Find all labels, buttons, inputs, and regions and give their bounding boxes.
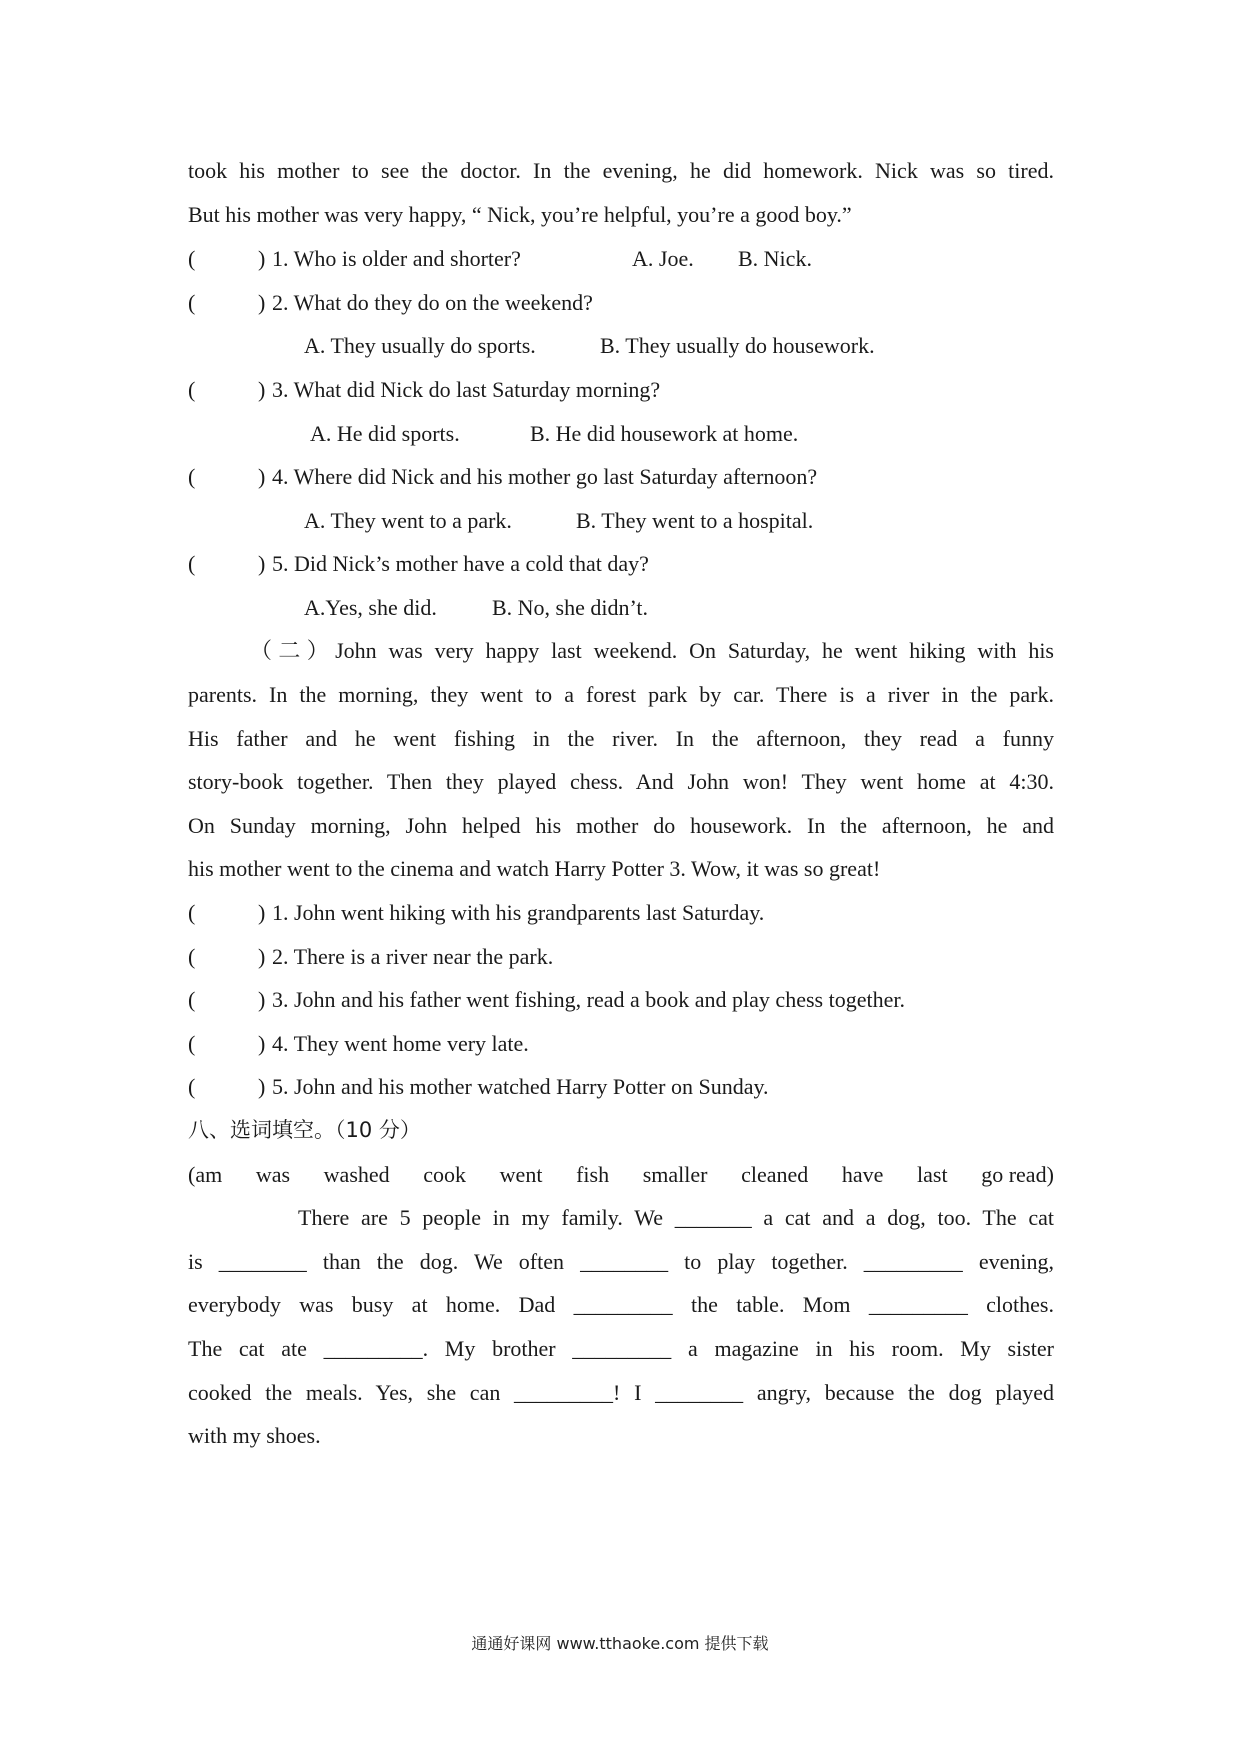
answer-paren-open: ( — [188, 944, 196, 969]
word-bank — [188, 1160, 1054, 1190]
cloze-line-2: is ________ than the dog. We often ________ to play together. _________ evening, — [188, 1249, 1054, 1274]
answer-paren-close: ) — [258, 900, 266, 925]
option-a: A. He did sports. — [310, 421, 460, 446]
word-bank-item: (am — [188, 1162, 223, 1187]
question-text: 5. Did Nick’s mother have a cold that day? — [272, 551, 649, 576]
passage2-line-2: parents. In the morning, they went to a forest park by car. There is a river in the park. — [188, 682, 1054, 707]
passage2-line-5: On Sunday morning, John helped his mother do housework. In the afternoon, he and — [188, 813, 1054, 838]
word-bank-item: go read) — [981, 1162, 1054, 1187]
answer-paren-close: ) — [258, 246, 266, 271]
cloze-line-4: The cat ate _________. My brother _________ a magazine in his room. My sister — [188, 1336, 1054, 1361]
question-text: 5. John and his mother watched Harry Potter on Sunday. — [272, 1074, 769, 1099]
passage1-line-1: took his mother to see the doctor. In the evening, he did homework. Nick was so tired. — [188, 158, 1054, 183]
word-bank-item: washed — [323, 1162, 390, 1187]
passage1-line-2: But his mother was very happy, “ Nick, you’re helpful, you’re a good boy.” — [188, 202, 852, 227]
option-b: B. No, she didn’t. — [492, 595, 649, 620]
answer-paren-open: ( — [188, 290, 196, 315]
answer-paren-open: ( — [188, 1031, 196, 1056]
option-a: A. Joe. — [632, 246, 694, 271]
cloze-line-1: There are 5 people in my family. We _______ a cat and a dog, too. The cat — [298, 1205, 1054, 1230]
answer-paren-close: ) — [258, 551, 266, 576]
footer-source-note: 通通好课网 www.tthaoke.com 提供下载 — [471, 1634, 769, 1653]
question-text: 2. What do they do on the weekend? — [272, 290, 593, 315]
word-bank-item: cleaned — [741, 1162, 809, 1187]
answer-paren-open: ( — [188, 377, 196, 402]
answer-paren-open: ( — [188, 246, 196, 271]
question-text: 1. John went hiking with his grandparents last Saturday. — [272, 900, 765, 925]
option-b: B. They went to a hospital. — [576, 508, 814, 533]
word-bank-item: was — [255, 1162, 291, 1187]
option-a: A. They usually do sports. — [304, 333, 536, 358]
passage2-line-6: his mother went to the cinema and watch Harry Potter 3. Wow, it was so great! — [188, 856, 881, 881]
passage2-line-3: His father and he went fishing in the river. In the afternoon, they read a funny — [188, 726, 1054, 751]
word-bank-item: went — [499, 1162, 543, 1187]
question-text: 4. Where did Nick and his mother go last Saturday afternoon? — [272, 464, 818, 489]
answer-paren-open: ( — [188, 1074, 196, 1099]
passage2-line-4: story-book together. Then they played chess. And John won! They went home at 4:30. — [188, 769, 1054, 794]
word-bank-item: last — [917, 1162, 948, 1187]
question-text: 4. They went home very late. — [272, 1031, 529, 1056]
question-text: 3. John and his father went fishing, read a book and play chess together. — [272, 987, 905, 1012]
passage2-line-1: （二）John was very happy last weekend. On Saturday, he went hiking with his — [250, 638, 1054, 663]
option-a: A.Yes, she did. — [304, 595, 437, 620]
question-text: 1. Who is older and shorter? — [272, 246, 521, 271]
answer-paren-close: ) — [258, 464, 266, 489]
cloze-line-5: cooked the meals. Yes, she can _________! I ________ angry, because the dog played — [188, 1380, 1054, 1405]
option-b: B. They usually do housework. — [600, 333, 875, 358]
answer-paren-open: ( — [188, 551, 196, 576]
word-bank-item: smaller — [642, 1162, 708, 1187]
cloze-line-6: with my shoes. — [188, 1423, 321, 1448]
word-bank-item: have — [841, 1162, 884, 1187]
word-bank-item: cook — [423, 1162, 467, 1187]
answer-paren-close: ) — [258, 1031, 266, 1056]
question-text: 2. There is a river near the park. — [272, 944, 554, 969]
answer-paren-close: ) — [258, 290, 266, 315]
answer-paren-close: ) — [258, 1074, 266, 1099]
cloze-line-3: everybody was busy at home. Dad _________ the table. Mom _________ clothes. — [188, 1292, 1054, 1317]
answer-paren-close: ) — [258, 944, 266, 969]
answer-paren-close: ) — [258, 987, 266, 1012]
option-b: B. Nick. — [738, 246, 812, 271]
answer-paren-open: ( — [188, 464, 196, 489]
answer-paren-open: ( — [188, 987, 196, 1012]
option-a: A. They went to a park. — [304, 508, 512, 533]
section-8-title: 八、选词填空。（10 分） — [188, 1118, 421, 1142]
word-bank-item: fish — [576, 1162, 610, 1187]
answer-paren-close: ) — [258, 377, 266, 402]
option-b: B. He did housework at home. — [530, 421, 799, 446]
answer-paren-open: ( — [188, 900, 196, 925]
question-text: 3. What did Nick do last Saturday morning? — [272, 377, 661, 402]
